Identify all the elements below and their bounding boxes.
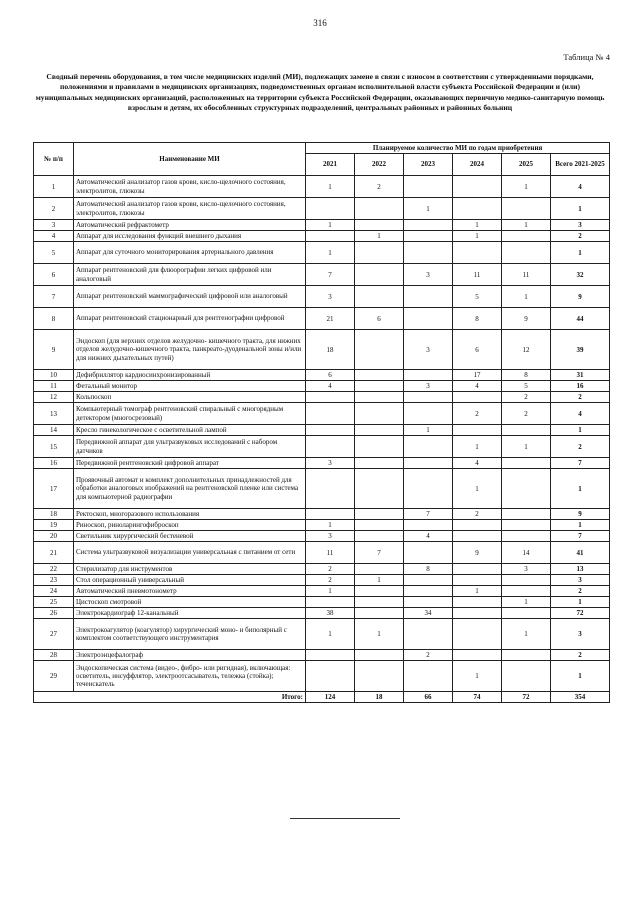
year-quantity: [453, 392, 502, 403]
row-number: 27: [34, 619, 74, 650]
year-quantity: [502, 520, 551, 531]
header-num: № п/п: [34, 143, 74, 176]
item-name: Автоматический анализатор газов крови, кисло-щелочного состояния, электролитов, глюкозы: [74, 198, 306, 220]
table-row: [34, 564, 610, 575]
header-name: Наименование МИ: [74, 143, 306, 176]
year-quantity: 1: [306, 220, 355, 231]
year-quantity: [306, 198, 355, 220]
year-quantity: [306, 403, 355, 425]
item-name: Эндоскоп (для верхних отделов желудочно- кишечного тракта, для нижних отделов желудочно-кишечного тракта, панкреато-дуоденальной зоны и/или для нижних дыхательных путей): [74, 330, 306, 370]
table-row: [34, 330, 610, 370]
row-total: 31: [551, 370, 610, 381]
year-quantity: 1: [453, 220, 502, 231]
year-quantity: 1: [453, 469, 502, 509]
table-row: [34, 586, 610, 597]
year-quantity: [355, 425, 404, 436]
year-quantity: 4: [404, 531, 453, 542]
year-quantity: [404, 469, 453, 509]
page-number: 316: [313, 18, 327, 28]
row-total: 41: [551, 542, 610, 564]
table-row: [34, 308, 610, 330]
year-quantity: [453, 520, 502, 531]
table-row: [34, 469, 610, 509]
year-quantity: 3: [404, 264, 453, 286]
document-title: Сводный перечень оборудования, в том числе медицинских изделий (МИ), подлежащих замене в связи с износом в соответствии с утвержденными порядками, положениями и правилами в медицинских организациях, подведомственных органам исполнительной власти субъекта Российской Федерации и (или) муниципальных медицинских организаций, расположенных на территории субъекта Российской Федерации, оказывающих первичную медико-санитарную помощь взрослым и детям, их обособленных структурных подразделений, центральных районных и районных больниц: [35, 72, 605, 113]
year-quantity: 38: [306, 608, 355, 619]
row-total: 13: [551, 564, 610, 575]
item-name: Ректоскоп, многоразового использования: [74, 509, 306, 520]
totals-label: Итого:: [34, 692, 306, 703]
end-divider: [290, 818, 400, 819]
year-quantity: 2: [453, 509, 502, 520]
item-name: Стол операционный универсальный: [74, 575, 306, 586]
item-name: Электроэнцефалограф: [74, 650, 306, 661]
item-name: Эндоскопическая система (видео-, фибро- или ригидная), включающая: осветитель, инсуффлятор, электроотсасыватель, тележка (стойка); течеискатель: [74, 661, 306, 692]
year-quantity: [404, 370, 453, 381]
year-quantity: 11: [306, 542, 355, 564]
year-quantity: 3: [306, 458, 355, 469]
row-number: 6: [34, 264, 74, 286]
row-number: 15: [34, 436, 74, 458]
table-row: [34, 542, 610, 564]
year-quantity: 1: [306, 619, 355, 650]
year-quantity: [404, 575, 453, 586]
year-quantity: [355, 597, 404, 608]
year-quantity: [502, 661, 551, 692]
year-quantity: 1: [355, 231, 404, 242]
header-year: 2023: [404, 154, 453, 176]
year-quantity: [453, 597, 502, 608]
total-year: 66: [404, 692, 453, 703]
year-quantity: [502, 608, 551, 619]
table-row: [34, 176, 610, 198]
item-name: Цистоскоп смотровой: [74, 597, 306, 608]
year-quantity: [404, 586, 453, 597]
year-quantity: [355, 531, 404, 542]
row-total: 9: [551, 509, 610, 520]
year-quantity: [404, 597, 453, 608]
year-quantity: 1: [502, 619, 551, 650]
year-quantity: [404, 176, 453, 198]
year-quantity: [502, 531, 551, 542]
year-quantity: 3: [502, 564, 551, 575]
item-name: Светильник хирургический бестеневой: [74, 531, 306, 542]
row-number: 18: [34, 509, 74, 520]
year-quantity: 2: [306, 575, 355, 586]
year-quantity: 34: [404, 608, 453, 619]
row-number: 29: [34, 661, 74, 692]
year-quantity: [355, 661, 404, 692]
row-total: 32: [551, 264, 610, 286]
year-quantity: 1: [404, 425, 453, 436]
year-quantity: [404, 286, 453, 308]
item-name: Фетальный монитор: [74, 381, 306, 392]
header-total: Всего 2021-2025: [551, 154, 610, 176]
year-quantity: [306, 661, 355, 692]
year-quantity: 5: [502, 381, 551, 392]
row-number: 2: [34, 198, 74, 220]
row-number: 7: [34, 286, 74, 308]
year-quantity: 1: [502, 436, 551, 458]
year-quantity: 9: [502, 308, 551, 330]
table-row: [34, 425, 610, 436]
item-name: Электрокардиограф 12-канальный: [74, 608, 306, 619]
year-quantity: 8: [502, 370, 551, 381]
year-quantity: 11: [453, 264, 502, 286]
item-name: Дефибриллятор кардиосинхронизированный: [74, 370, 306, 381]
item-name: Передвижной рентгеновский цифровой аппарат: [74, 458, 306, 469]
row-number: 20: [34, 531, 74, 542]
table-row: [34, 458, 610, 469]
year-quantity: 3: [404, 381, 453, 392]
year-quantity: [355, 509, 404, 520]
table-row: [34, 220, 610, 231]
year-quantity: 12: [502, 330, 551, 370]
year-quantity: [355, 370, 404, 381]
year-quantity: [404, 619, 453, 650]
row-total: 1: [551, 425, 610, 436]
year-quantity: 5: [453, 286, 502, 308]
row-total: 1: [551, 661, 610, 692]
item-name: Передвижной аппарат для ультразвуковых исследований с набором датчиков: [74, 436, 306, 458]
year-quantity: [502, 425, 551, 436]
table-row: [34, 242, 610, 264]
year-quantity: [502, 198, 551, 220]
item-name: Аппарат рентгеновский маммографический цифровой или аналоговый: [74, 286, 306, 308]
header-year: 2024: [453, 154, 502, 176]
table-row: [34, 231, 610, 242]
table-row: [34, 619, 610, 650]
row-number: 11: [34, 381, 74, 392]
year-quantity: 2: [502, 392, 551, 403]
row-number: 16: [34, 458, 74, 469]
year-quantity: [453, 176, 502, 198]
year-quantity: [404, 231, 453, 242]
year-quantity: [453, 198, 502, 220]
row-total: 2: [551, 650, 610, 661]
year-quantity: [453, 650, 502, 661]
row-number: 24: [34, 586, 74, 597]
year-quantity: 14: [502, 542, 551, 564]
year-quantity: [453, 608, 502, 619]
row-total: 44: [551, 308, 610, 330]
total-year: 18: [355, 692, 404, 703]
row-number: 13: [34, 403, 74, 425]
item-name: Кольпоскоп: [74, 392, 306, 403]
total-year: 74: [453, 692, 502, 703]
row-total: 2: [551, 392, 610, 403]
year-quantity: 1: [355, 619, 404, 650]
header-year: 2021: [306, 154, 355, 176]
year-quantity: 1: [453, 231, 502, 242]
row-total: 2: [551, 231, 610, 242]
year-quantity: [306, 231, 355, 242]
item-name: Риноскоп, риноларингофиброскоп: [74, 520, 306, 531]
year-quantity: 7: [306, 264, 355, 286]
row-number: 21: [34, 542, 74, 564]
header-year: 2025: [502, 154, 551, 176]
year-quantity: [355, 392, 404, 403]
row-total: 7: [551, 458, 610, 469]
year-quantity: 4: [453, 458, 502, 469]
year-quantity: 1: [355, 575, 404, 586]
year-quantity: [355, 264, 404, 286]
item-name: Автоматический пневмотонометр: [74, 586, 306, 597]
item-name: Кресло гинекологическое с осветительной лампой: [74, 425, 306, 436]
year-quantity: 6: [453, 330, 502, 370]
year-quantity: [355, 381, 404, 392]
year-quantity: 3: [404, 330, 453, 370]
item-name: Электрокоагулятор (коагулятор) хирургический моно- и биполярный с комплектом соответствующего инструментария: [74, 619, 306, 650]
table-row: [34, 436, 610, 458]
item-name: Компьютерный томограф рентгеновский спиральный с многорядным детектором (многосрезовый): [74, 403, 306, 425]
row-total: 3: [551, 220, 610, 231]
row-total: 2: [551, 586, 610, 597]
year-quantity: [502, 242, 551, 264]
year-quantity: [453, 531, 502, 542]
row-total: 1: [551, 520, 610, 531]
row-number: 9: [34, 330, 74, 370]
row-number: 10: [34, 370, 74, 381]
item-name: Аппарат рентгеновский стационарный для рентгенографии цифровой: [74, 308, 306, 330]
totals-row: [34, 692, 610, 703]
row-number: 28: [34, 650, 74, 661]
table-row: [34, 575, 610, 586]
year-quantity: 2: [453, 403, 502, 425]
year-quantity: [502, 509, 551, 520]
year-quantity: 17: [453, 370, 502, 381]
year-quantity: [453, 619, 502, 650]
year-quantity: [306, 436, 355, 458]
year-quantity: [404, 220, 453, 231]
table-row: [34, 597, 610, 608]
year-quantity: 2: [355, 176, 404, 198]
table-row: [34, 403, 610, 425]
year-quantity: [502, 458, 551, 469]
row-number: 22: [34, 564, 74, 575]
year-quantity: 1: [404, 198, 453, 220]
row-number: 14: [34, 425, 74, 436]
year-quantity: 1: [502, 176, 551, 198]
year-quantity: 2: [502, 403, 551, 425]
year-quantity: [355, 608, 404, 619]
year-quantity: 9: [453, 542, 502, 564]
year-quantity: [355, 458, 404, 469]
year-quantity: [404, 242, 453, 264]
item-name: Система ультразвуковой визуализации универсальная с питанием от сети: [74, 542, 306, 564]
year-quantity: 1: [453, 436, 502, 458]
year-quantity: [404, 403, 453, 425]
item-name: Автоматический рефрактометр: [74, 220, 306, 231]
row-number: 1: [34, 176, 74, 198]
row-number: 19: [34, 520, 74, 531]
year-quantity: [355, 220, 404, 231]
item-name: Аппарат рентгеновский для флюорографии легких цифровой или аналоговый: [74, 264, 306, 286]
year-quantity: 7: [404, 509, 453, 520]
year-quantity: 1: [306, 586, 355, 597]
year-quantity: 11: [502, 264, 551, 286]
year-quantity: 1: [453, 586, 502, 597]
year-quantity: [404, 436, 453, 458]
year-quantity: [355, 586, 404, 597]
header-year: 2022: [355, 154, 404, 176]
year-quantity: [355, 330, 404, 370]
table-row: [34, 370, 610, 381]
header-planned: Планируемое количество МИ по годам приобретения: [306, 143, 610, 154]
year-quantity: 3: [306, 531, 355, 542]
year-quantity: 4: [306, 381, 355, 392]
year-quantity: [404, 520, 453, 531]
year-quantity: [502, 575, 551, 586]
year-quantity: [404, 392, 453, 403]
item-name: Автоматический анализатор газов крови, кисло-щелочного состояния, электролитов, глюкозы: [74, 176, 306, 198]
table-row: [34, 661, 610, 692]
table-row: [34, 381, 610, 392]
year-quantity: 1: [306, 242, 355, 264]
row-number: 4: [34, 231, 74, 242]
year-quantity: [306, 597, 355, 608]
row-number: 25: [34, 597, 74, 608]
year-quantity: [453, 425, 502, 436]
year-quantity: [355, 242, 404, 264]
row-number: 5: [34, 242, 74, 264]
year-quantity: 1: [502, 286, 551, 308]
year-quantity: 7: [355, 542, 404, 564]
year-quantity: [453, 575, 502, 586]
year-quantity: 1: [502, 597, 551, 608]
total-year: 72: [502, 692, 551, 703]
row-total: 9: [551, 286, 610, 308]
year-quantity: [355, 436, 404, 458]
year-quantity: [355, 403, 404, 425]
year-quantity: [404, 458, 453, 469]
year-quantity: [306, 469, 355, 509]
table-row: [34, 264, 610, 286]
year-quantity: [502, 586, 551, 597]
year-quantity: [355, 198, 404, 220]
year-quantity: 1: [502, 220, 551, 231]
year-quantity: [306, 509, 355, 520]
year-quantity: 1: [306, 520, 355, 531]
item-name: Аппарат для исследования функций внешнего дыхания: [74, 231, 306, 242]
year-quantity: 2: [404, 650, 453, 661]
table-row: [34, 509, 610, 520]
year-quantity: 1: [306, 176, 355, 198]
row-number: 26: [34, 608, 74, 619]
row-total: 1: [551, 597, 610, 608]
row-total: 4: [551, 176, 610, 198]
year-quantity: 1: [453, 661, 502, 692]
table-row: [34, 650, 610, 661]
year-quantity: 8: [453, 308, 502, 330]
table-row: [34, 198, 610, 220]
row-number: 17: [34, 469, 74, 509]
row-number: 3: [34, 220, 74, 231]
row-total: 1: [551, 469, 610, 509]
year-quantity: 2: [306, 564, 355, 575]
year-quantity: [502, 231, 551, 242]
row-total: 3: [551, 575, 610, 586]
year-quantity: 3: [306, 286, 355, 308]
year-quantity: [355, 286, 404, 308]
item-name: Проявочный автомат и комплект дополнительных принадлежностей для обработки аналоговых изображений на рентгеновской пленке или система для компьютерной радиографии: [74, 469, 306, 509]
item-name: Стерилизатор для инструментов: [74, 564, 306, 575]
table-row: [34, 520, 610, 531]
row-total: 4: [551, 403, 610, 425]
row-total: 3: [551, 619, 610, 650]
year-quantity: [306, 392, 355, 403]
year-quantity: 21: [306, 308, 355, 330]
row-number: 23: [34, 575, 74, 586]
year-quantity: [404, 308, 453, 330]
year-quantity: 6: [306, 370, 355, 381]
year-quantity: [306, 650, 355, 661]
row-total: 1: [551, 198, 610, 220]
row-total: 72: [551, 608, 610, 619]
row-total: 16: [551, 381, 610, 392]
year-quantity: 6: [355, 308, 404, 330]
year-quantity: [355, 650, 404, 661]
total-year: 124: [306, 692, 355, 703]
table-row: [34, 608, 610, 619]
year-quantity: 4: [453, 381, 502, 392]
year-quantity: [453, 564, 502, 575]
year-quantity: [306, 425, 355, 436]
row-total: 2: [551, 436, 610, 458]
year-quantity: [502, 469, 551, 509]
year-quantity: [404, 661, 453, 692]
row-total: 7: [551, 531, 610, 542]
table-label: Таблица № 4: [563, 52, 610, 62]
year-quantity: [355, 564, 404, 575]
grand-total: 354: [551, 692, 610, 703]
item-name: Аппарат для суточного мониторирования артериального давления: [74, 242, 306, 264]
row-total: 39: [551, 330, 610, 370]
table-row: [34, 286, 610, 308]
year-quantity: [355, 469, 404, 509]
row-total: 1: [551, 242, 610, 264]
year-quantity: [453, 242, 502, 264]
table-row: [34, 392, 610, 403]
row-number: 8: [34, 308, 74, 330]
year-quantity: [502, 650, 551, 661]
year-quantity: 18: [306, 330, 355, 370]
table-row: [34, 531, 610, 542]
year-quantity: 8: [404, 564, 453, 575]
year-quantity: [355, 520, 404, 531]
equipment-table: [33, 142, 610, 703]
row-number: 12: [34, 392, 74, 403]
year-quantity: [404, 542, 453, 564]
